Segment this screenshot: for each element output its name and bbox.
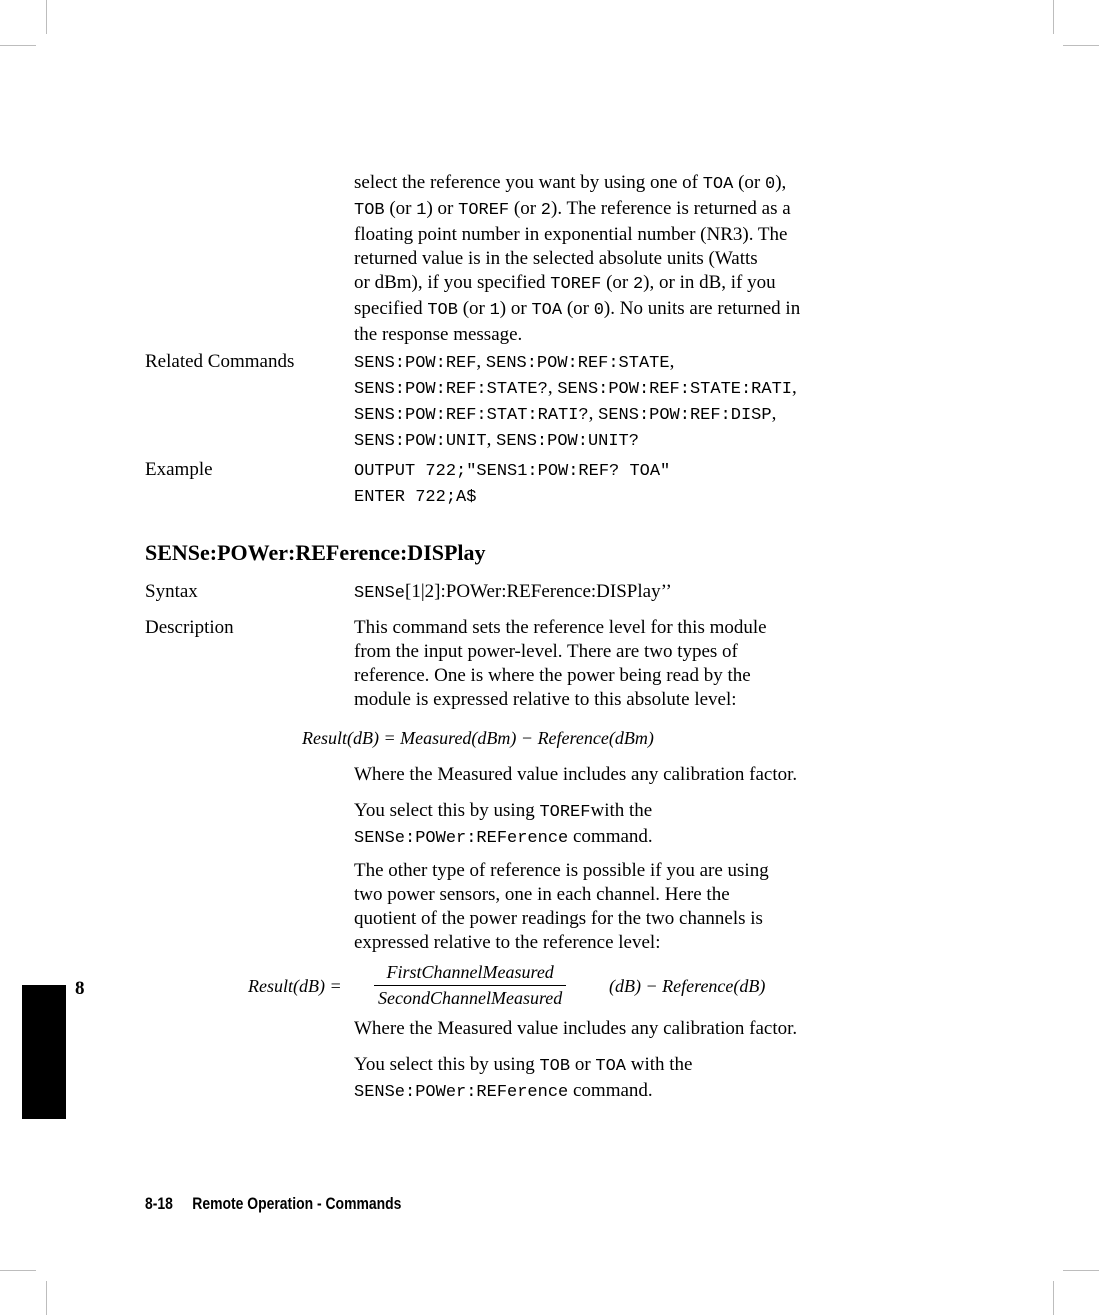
text-line [354,1053,914,1079]
text-run: The other type of reference is possible if you are using [354,860,769,881]
code-token: SENS:POW:REF:STAT:RATI? [354,406,589,425]
text-run: with the [590,800,653,821]
crop-mark [1063,1270,1099,1271]
text-line [354,297,914,323]
code-token: TOA [595,1057,626,1076]
text-run: (or [509,198,541,219]
text-run: select the reference you want by using one of [354,172,703,193]
equation-absolute-reference: Result(dB) = Measured(dBm) − Reference(dBm) [302,728,654,748]
code-token: ENTER 722;A$ [354,488,477,507]
text-run: ), or in dB, if you [643,272,776,293]
text-run: or dBm), if you specified [354,272,551,293]
equation2-denominator: SecondChannelMeasured [378,988,563,1008]
text-line [354,763,914,787]
related-commands-label: Related Commands [145,351,295,372]
description-para-1 [354,616,914,712]
crop-mark [1053,1281,1054,1315]
crop-mark [1063,45,1099,46]
syntax-label: Syntax [145,581,198,602]
text-run: You select this by using [354,800,540,821]
code-token: SENS:POW:REF:DISP [598,406,772,425]
page-footer: 8-18 Remote Operation - Commands [145,1194,402,1213]
text-run: Where the Measured value includes any calibration factor. [354,1018,798,1039]
text-run: This command sets the reference level for this module [354,617,767,638]
text-run: specified [354,298,428,319]
text-line [354,458,914,484]
text-run: [1|2]:POWer:REFerence:DISPlay’’ [405,581,672,602]
code-token: SENS:POW:REF:STATE? [354,380,548,399]
code-token: TOB [354,201,385,220]
code-token: SENS:POW:REF [354,354,477,373]
code-token: SENSe:POWer:REFerence [354,829,569,848]
code-token: 1 [416,201,427,220]
description-para-5 [354,1017,914,1041]
text-run: ) or [499,298,532,319]
text-run: ). The reference is returned as a [551,198,791,219]
text-run: or [570,1054,596,1075]
text-line [354,859,914,883]
code-token: TOA [702,175,734,194]
text-line [354,640,914,664]
description-label: Description [145,617,234,638]
code-token: TOREF [539,803,591,822]
code-token: 1 [489,301,500,320]
crop-mark [0,45,36,46]
text-run: (or [384,198,417,219]
code-token: SENSe [354,584,406,603]
text-run: from the input power-level. There are two types of [354,641,738,662]
text-run: two power sensors, one in each channel. Here the [354,884,730,905]
text-run: , [669,351,675,372]
text-run: ), [775,172,787,193]
text-line [354,376,914,402]
text-run: floating point number in exponential number (NR3). The [354,224,788,245]
text-line [354,197,914,223]
section-title: SENSe:POWer:REFerence:DISPlay [145,540,486,565]
text-run: module is expressed relative to this absolute level: [354,689,737,710]
code-token: SENS:POW:REF:STATE [485,354,670,373]
code-token: SENS:POW:REF:STATE:RATI [557,380,792,399]
crop-mark [1053,0,1054,34]
description-para-2 [354,763,914,787]
text-line [354,323,914,347]
description-para-6 [354,1053,914,1105]
text-run: quotient of the power readings for the two channels is [354,908,763,929]
text-run: ). No units are returned in [603,298,801,319]
text-run: , [588,403,599,424]
text-run: (or [601,272,633,293]
text-run: returned value is in the selected absolute units (Watts [354,248,758,269]
text-run: , [486,429,497,450]
text-run: You select this by using [354,1054,540,1075]
example-code [354,458,914,510]
description-para-3 [354,799,914,851]
text-line [354,825,914,851]
equation2-rhs: (dB) − Reference(dB) [609,976,766,996]
text-line [354,428,914,454]
equation2-numerator: FirstChannelMeasured [374,962,566,986]
text-line [354,402,914,428]
text-line [354,247,914,271]
code-token: TOA [531,301,563,320]
text-line [354,171,914,197]
text-run: Where the Measured value includes any calibration factor. [354,764,798,785]
text-run: , [547,377,558,398]
example-label: Example [145,459,213,480]
syntax-value [354,580,914,606]
code-token: SENSe:POWer:REFerence [354,1083,569,1102]
text-run: (or [733,172,765,193]
continuation-paragraph [354,171,914,347]
code-token: SENS:POW:UNIT [354,432,487,451]
text-line [354,688,914,712]
text-run: expressed relative to the reference level: [354,932,661,953]
text-line [354,484,914,510]
code-token: SENS:POW:UNIT? [496,432,639,451]
text-run: ) or [426,198,459,219]
equation2-lhs: Result(dB) = [248,976,342,996]
text-line [354,931,914,955]
related-commands-list [354,350,914,454]
code-token: 2 [632,275,644,294]
text-run: command. [568,826,653,847]
crop-mark [0,1270,36,1271]
text-run: (or [562,298,594,319]
text-line [354,616,914,640]
text-run: command. [568,1080,653,1101]
text-run: the response message. [354,324,523,345]
code-token: TOREF [550,275,602,294]
text-line [354,1079,914,1105]
text-line [354,580,914,606]
code-token: OUTPUT 722;"SENS1:POW:REF? TOA" [354,462,671,481]
chapter-tab [22,985,66,1119]
code-token: 0 [765,175,776,194]
text-line [354,1017,914,1041]
code-token: 2 [540,201,551,220]
code-token: TOB [539,1057,571,1076]
text-line [354,664,914,688]
text-line [354,223,914,247]
chapter-tab-number: 8 [75,978,85,999]
text-line [354,271,914,297]
text-run: , [476,351,486,372]
text-line [354,883,914,907]
description-para-4 [354,859,914,955]
code-token: TOREF [458,201,510,220]
text-line [354,907,914,931]
text-run: (or [457,298,490,319]
crop-mark [46,1281,47,1315]
text-run: , [771,403,777,424]
equation2-fraction [374,962,566,1009]
text-run: , [791,377,797,398]
text-line [354,799,914,825]
text-run: reference. One is where the power being read by the [354,665,751,686]
code-token: TOB [427,301,458,320]
code-token: 0 [593,301,604,320]
crop-mark [46,0,47,34]
text-run: with the [626,1054,693,1075]
text-line [354,350,914,376]
